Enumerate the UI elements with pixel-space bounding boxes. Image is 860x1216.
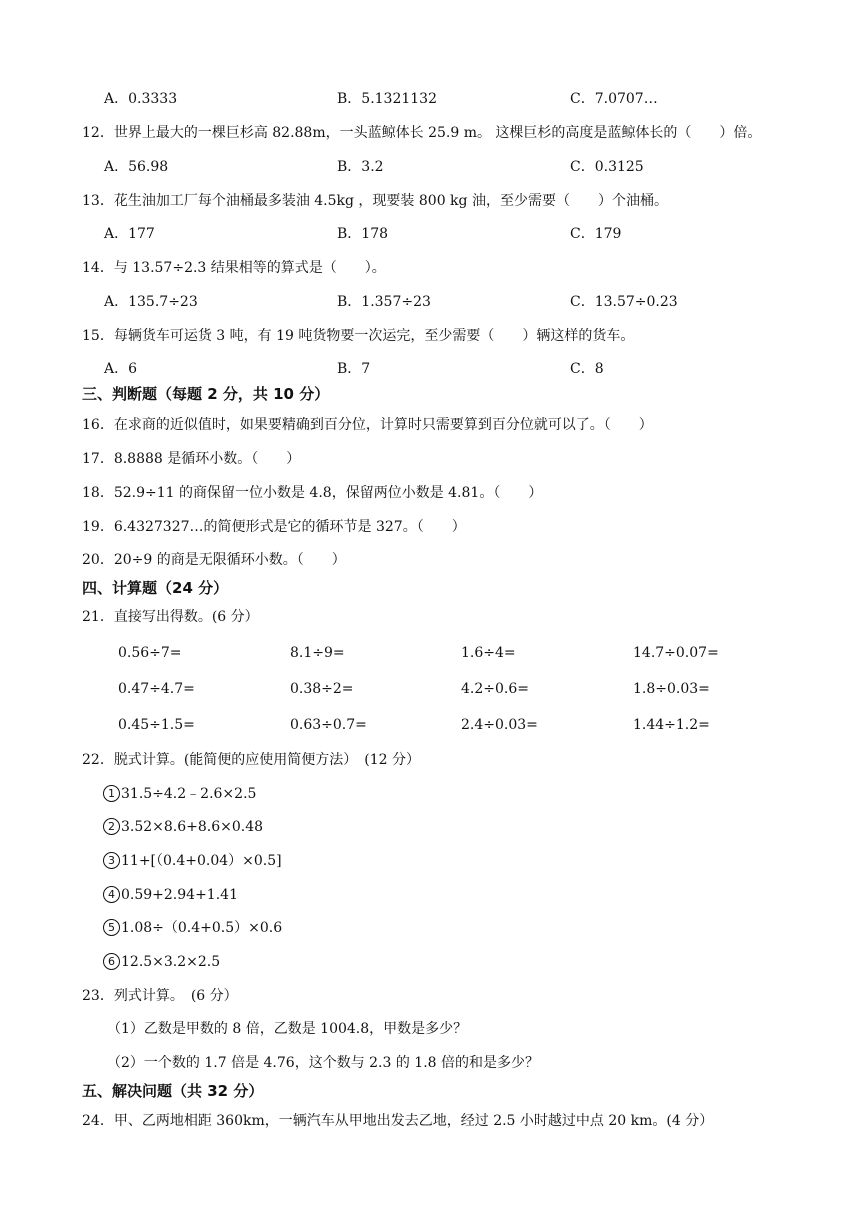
- question-23: 23．列式计算。 (6 分）: [82, 988, 238, 1004]
- step-calc-item: [103, 851, 282, 871]
- oral-calc-item: 0.38÷2=: [290, 681, 354, 697]
- option-a: A．6: [104, 361, 138, 377]
- oral-calc-item: 4.2÷0.6=: [461, 681, 529, 697]
- question-12: 12．世界上最大的一棵巨杉高 82.88m，一头蓝鲸体长 25.9 m。 这棵巨杉的高度是蓝鲸体长的（ ）倍。: [82, 125, 762, 141]
- option-c: C．0.3125: [570, 159, 644, 175]
- oral-calc-item: 8.1÷9=: [290, 645, 345, 661]
- option-a: A．56.98: [104, 159, 169, 175]
- step-calc-expr: 11+[（0.4+0.04）×0.5]: [121, 853, 282, 869]
- question-24: 24．甲、乙两地相距 360km，一辆汽车从甲地出发去乙地，经过 2.5 小时越过中点 20 km。(4 分）: [82, 1113, 714, 1129]
- oral-calc-item: 0.45÷1.5=: [118, 717, 195, 733]
- q13-options: [0, 224, 860, 244]
- oral-calc-item: 0.47÷4.7=: [118, 681, 195, 697]
- option-b: B．178: [337, 226, 389, 242]
- step-calc-expr: 31.5÷4.2﹣2.6×2.5: [121, 786, 257, 802]
- oral-calc-item: 0.63÷0.7=: [290, 717, 367, 733]
- oral-calc-item: 14.7÷0.07=: [633, 645, 719, 661]
- q12-options: [0, 157, 860, 177]
- step-calc-item: [103, 918, 282, 938]
- question-13: 13．花生油加工厂每个油桶最多装油 4.5kg ，现要装 800 kg 油，至少需要（ ）个油桶。: [82, 193, 668, 209]
- option-a: A．177: [104, 226, 155, 242]
- oral-calc-item: 1.44÷1.2=: [633, 717, 710, 733]
- step-calc-item: [103, 952, 220, 972]
- circled-number: 4: [103, 886, 120, 903]
- oral-calc-row: [0, 679, 860, 699]
- step-calc-expr: 3.52×8.6+8.6×0.48: [121, 819, 264, 835]
- step-calc-item: [103, 784, 256, 804]
- question-15: 15．每辆货车可运货 3 吨，有 19 吨货物要一次运完，至少需要（ ）辆这样的货车。: [82, 328, 635, 344]
- q15-options: [0, 359, 860, 379]
- circled-number: 6: [103, 953, 120, 970]
- option-b: B．3.2: [337, 159, 384, 175]
- option-b: B．7: [337, 361, 371, 377]
- section-5-title: 五、解决问题（共 32 分）: [82, 1082, 264, 1100]
- option-c: C．13.57÷0.23: [570, 294, 678, 310]
- circled-number: 1: [103, 785, 120, 802]
- option-c: C．7.0707…: [570, 91, 658, 107]
- option-a: A．135.7÷23: [104, 294, 198, 310]
- question-20: 20．20÷9 的商是无限循环小数。（ ）: [82, 552, 346, 568]
- q11-options: [0, 89, 860, 109]
- option-a: A．0.3333: [104, 91, 178, 107]
- option-c: C．8: [570, 361, 604, 377]
- section-3-title: 三、判断题（每题 2 分，共 10 分）: [82, 385, 330, 403]
- step-calc-item: [103, 817, 263, 837]
- question-22: 22．脱式计算。(能简便的应使用简便方法） (12 分）: [82, 752, 421, 768]
- section-4-title: 四、计算题（24 分）: [82, 579, 229, 597]
- oral-calc-item: 0.56÷7=: [118, 645, 182, 661]
- step-calc-expr: 0.59+2.94+1.41: [121, 887, 238, 903]
- question-14: 14．与 13.57÷2.3 结果相等的算式是（ ）。: [82, 260, 386, 276]
- question-23-part-1: （1）乙数是甲数的 8 倍，乙数是 1004.8，甲数是多少？: [107, 1021, 468, 1037]
- question-17: 17．8.8888 是循环小数。（ ）: [82, 451, 301, 467]
- step-calc-expr: 12.5×3.2×2.5: [121, 954, 221, 970]
- question-18: 18．52.9÷11 的商保留一位小数是 4.8，保留两位小数是 4.81。（ ）: [82, 485, 543, 501]
- option-b: B．5.1321132: [337, 91, 437, 107]
- circled-number: 3: [103, 852, 120, 869]
- question-21: 21．直接写出得数。(6 分）: [82, 609, 259, 625]
- oral-calc-row: [0, 715, 860, 735]
- step-calc-item: [103, 885, 238, 905]
- step-calc-expr: 1.08÷（0.4+0.5）×0.6: [121, 920, 283, 936]
- oral-calc-item: 2.4÷0.03=: [461, 717, 538, 733]
- q14-options: [0, 292, 860, 312]
- option-b: B．1.357÷23: [337, 294, 431, 310]
- circled-number: 5: [103, 919, 120, 936]
- option-c: C．179: [570, 226, 622, 242]
- oral-calc-item: 1.8÷0.03=: [633, 681, 710, 697]
- question-23-part-2: （2）一个数的 1.7 倍是 4.76，这个数与 2.3 的 1.8 倍的和是多少？: [107, 1055, 540, 1071]
- circled-number: 2: [103, 818, 120, 835]
- question-16: 16．在求商的近似值时，如果要精确到百分位，计算时只需要算到百分位就可以了。（ ）: [82, 417, 653, 433]
- question-19: 19．6.4327327…的简便形式是它的循环节是 327。（ ）: [82, 519, 466, 535]
- oral-calc-item: 1.6÷4=: [461, 645, 516, 661]
- oral-calc-row: [0, 643, 860, 663]
